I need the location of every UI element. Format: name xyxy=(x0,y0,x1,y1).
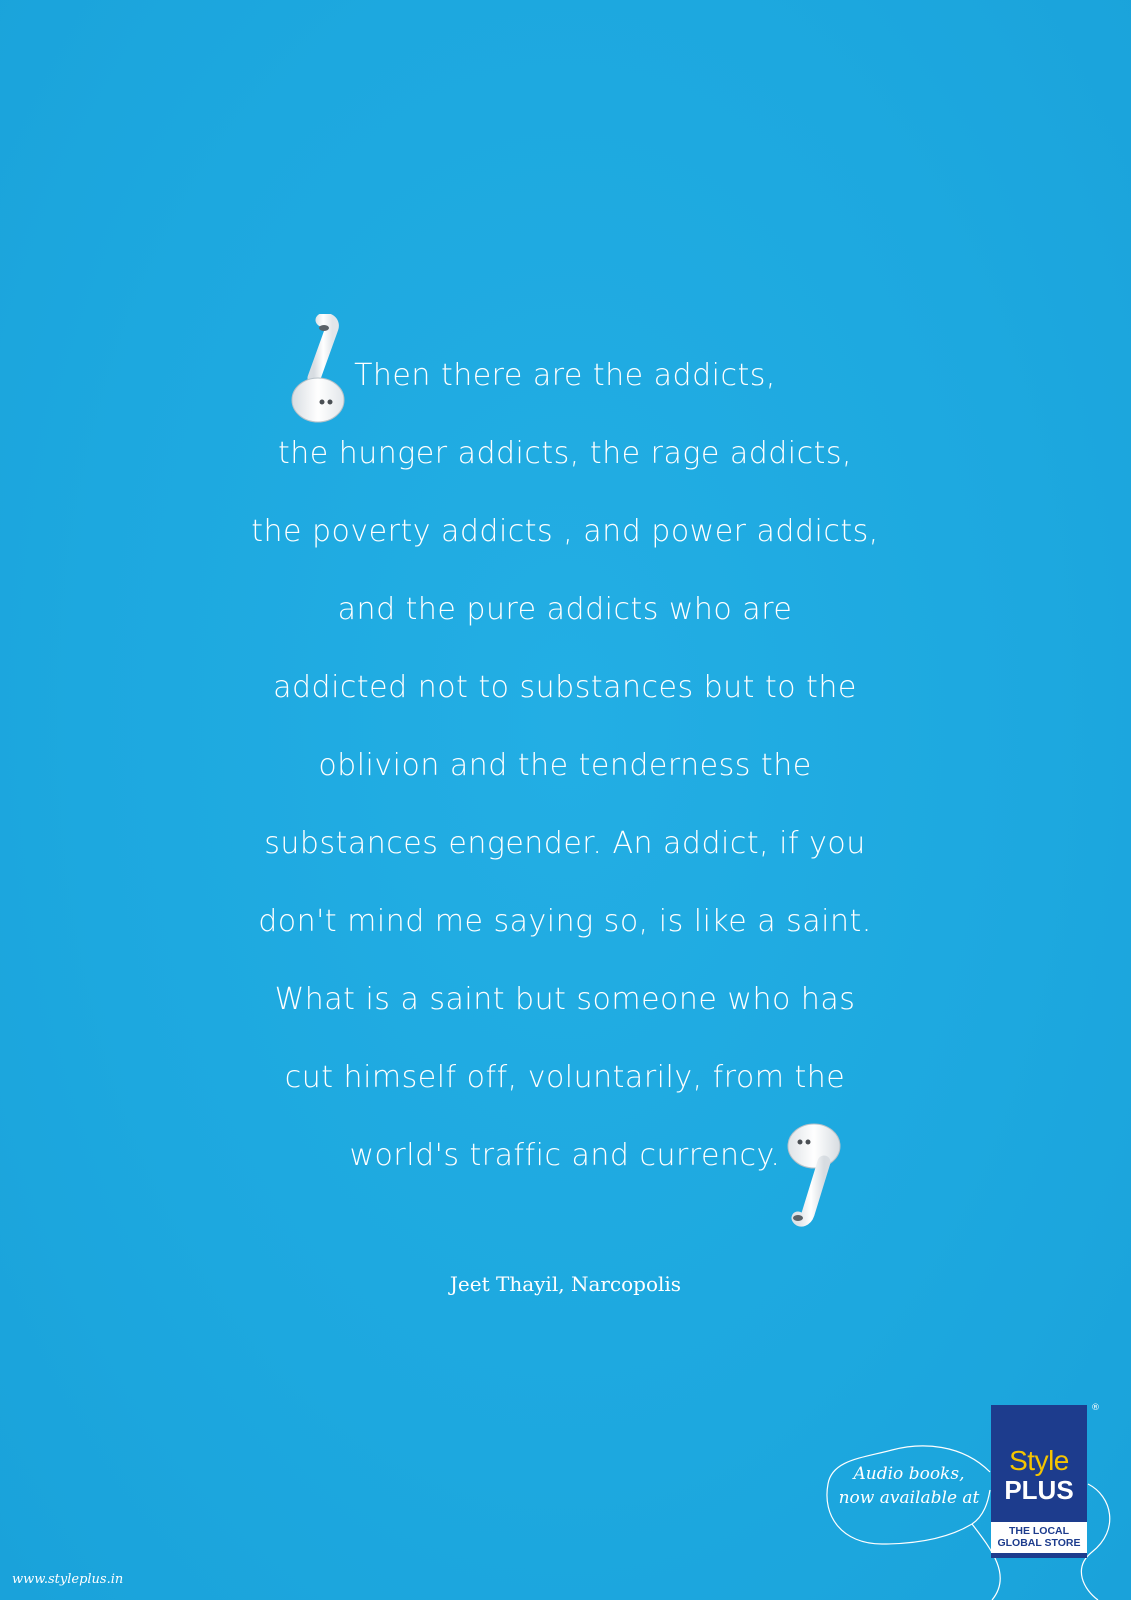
website-link[interactable]: www.styleplus.in xyxy=(12,1572,124,1587)
audio-books-text xyxy=(834,1462,984,1510)
quote-line: and the pure addicts who are xyxy=(337,592,793,627)
audio-books-line: Audio books, xyxy=(853,1464,965,1484)
logo-plus-word: PLUS xyxy=(1004,1475,1074,1505)
quote-line: What is a saint but someone who has xyxy=(274,982,856,1017)
quote-line: cut himself off, voluntarily, from the xyxy=(284,1060,846,1095)
logo-tagline-line: THE LOCAL xyxy=(1008,1525,1070,1537)
registered-mark: ® xyxy=(1091,1403,1100,1413)
quote-line: the poverty addicts , and power addicts, xyxy=(251,514,879,549)
quote-attribution: Jeet Thayil, Narcopolis xyxy=(449,1272,682,1296)
logo-style-word: Style xyxy=(1009,1445,1069,1476)
quote-line: Then there are the addicts, xyxy=(354,358,776,393)
quote-line: the hunger addicts, the rage addicts, xyxy=(277,436,853,471)
styleplus-logo[interactable] xyxy=(991,1405,1087,1558)
quote-line: world's traffic and currency. xyxy=(349,1138,781,1173)
quote-line: addicted not to substances but to the xyxy=(273,670,857,705)
audio-books-line: now available at xyxy=(838,1488,980,1508)
logo-tagline-line: GLOBAL STORE xyxy=(997,1537,1081,1549)
quote-line: substances engender. An addict, if you xyxy=(264,826,866,861)
quote-block xyxy=(200,352,930,1210)
logo-tagline xyxy=(991,1522,1087,1553)
quote-line: don't mind me saying so, is like a saint. xyxy=(258,904,872,939)
quote-line: oblivion and the tenderness the xyxy=(318,748,812,783)
